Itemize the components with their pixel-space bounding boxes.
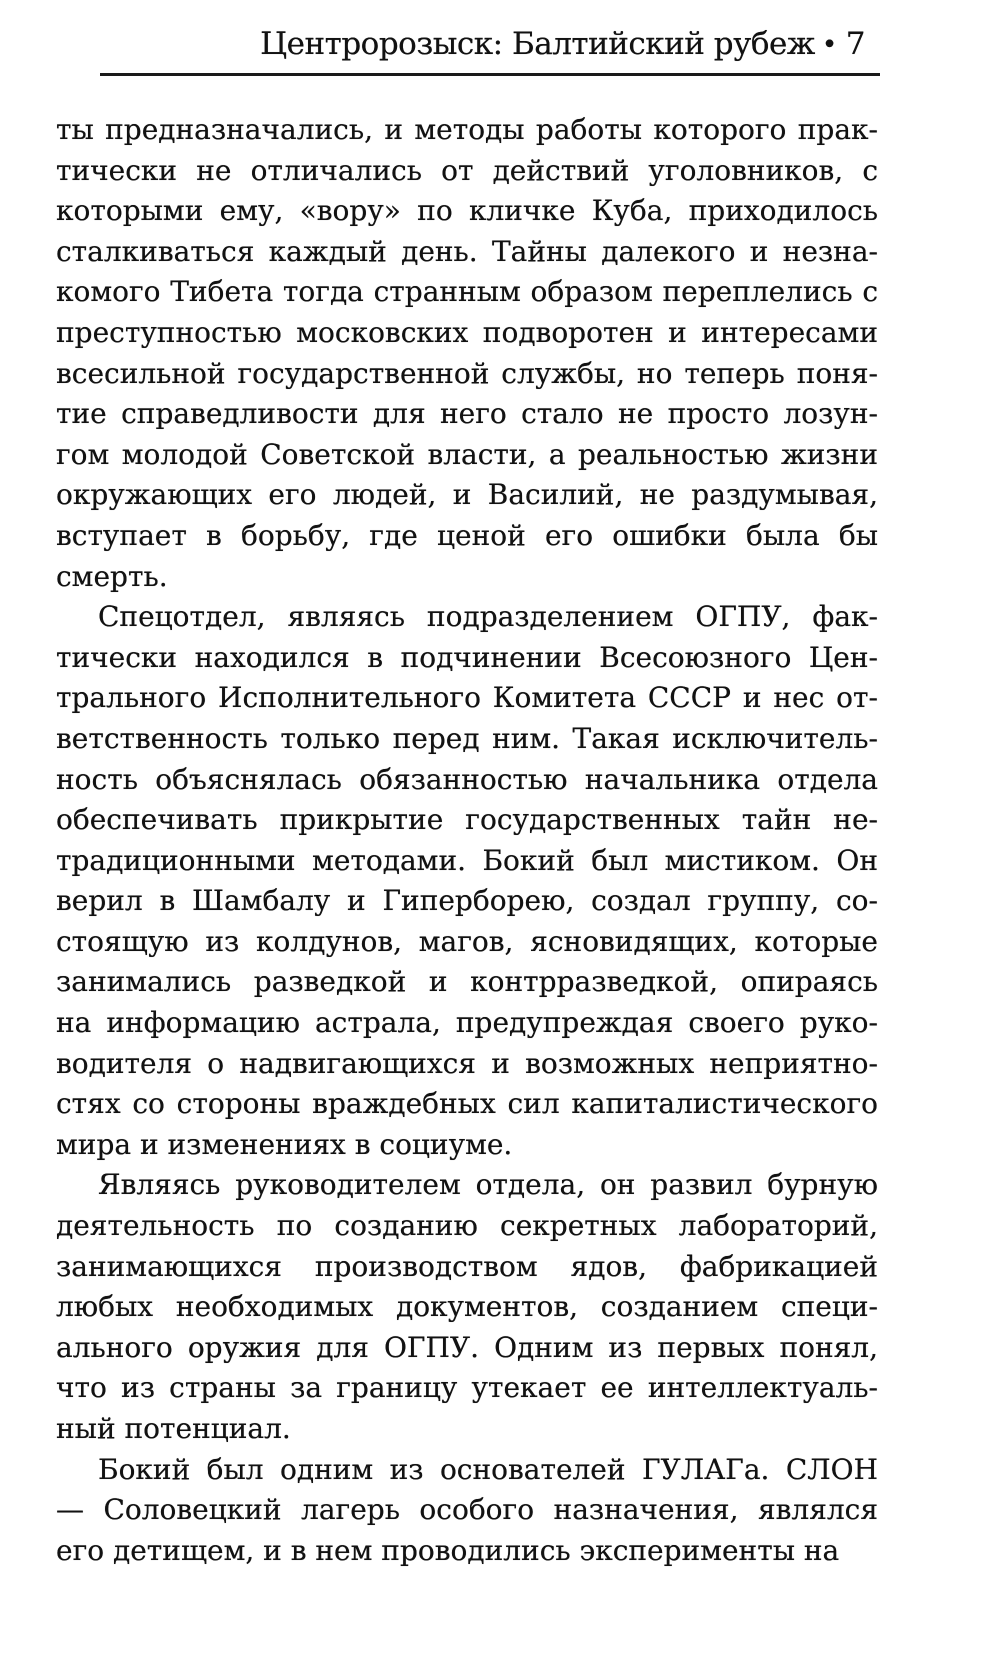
text-line: традиционными методами. Бокий был мистиком. Он <box>56 843 878 877</box>
text-line: вступает в борьбу, где ценой его ошибки была бы <box>56 518 878 552</box>
body-text <box>56 110 878 1571</box>
text-line: Являясь руководителем отдела, он развил бурную <box>98 1168 878 1202</box>
text-line: ты предназначались, и методы работы которого прак- <box>56 113 878 146</box>
text-line: ального оружия для ОГПУ. Одним из первых понял, <box>56 1330 878 1364</box>
text-line: всесильной государственной службы, но теперь поня- <box>56 356 878 390</box>
text-line: ветственность только перед ним. Такая исключитель- <box>56 721 878 755</box>
header-rule <box>100 73 880 76</box>
text-line: водителя о надвигающихся и возможных неприятно- <box>56 1046 878 1080</box>
text-line: комого Тибета тогда странным образом переплелись с <box>56 275 878 309</box>
text-line: верил в Шамбалу и Гиперборею, создал группу, со- <box>56 884 878 918</box>
text-line: обеспечивать прикрытие государственных тайн не- <box>56 803 878 837</box>
text-line: что из страны за границу утекает ее интеллектуаль- <box>56 1371 878 1405</box>
text-line: Бокий был одним из основателей ГУЛАГа. СЛОН <box>98 1452 878 1486</box>
text-line: деятельность по созданию секретных лабораторий, <box>56 1209 878 1243</box>
text-line: гом молодой Советской власти, а реальностью жизни <box>56 437 878 471</box>
text-line: окружающих его людей, и Василий, не раздумывая, <box>56 478 878 512</box>
text-line: Спецотдел, являясь подразделением ОГПУ, фак- <box>98 600 878 634</box>
text-line: ность объяснялась обязанностью начальника отдела <box>56 762 878 796</box>
text-line: на информацию астрала, предупреждая своего руко- <box>56 1006 878 1040</box>
text-line: тически находился в подчинении Всесоюзного Цен- <box>56 640 878 674</box>
text-line: — Соловецкий лагерь особого назначения, являлся <box>56 1493 878 1527</box>
text-line: тие справедливости для него стало не просто лозун- <box>56 397 878 431</box>
text-line: сталкиваться каждый день. Тайны далекого и незна- <box>56 234 878 268</box>
text-line: смерть. <box>56 559 168 593</box>
text-line: ный потенциал. <box>56 1412 291 1445</box>
text-line: любых необходимых документов, созданием специ- <box>56 1290 878 1324</box>
text-line: которыми ему, «вору» по кличке Куба, приходилось <box>56 194 878 228</box>
text-line: преступностью московских подворотен и интересами <box>56 315 878 349</box>
text-line: стях со стороны враждебных сил капиталистического <box>56 1087 878 1121</box>
running-title: Центророзыск: Балтийский рубеж <box>260 26 815 62</box>
running-header <box>0 26 865 62</box>
bullet-separator-icon: • <box>821 30 837 60</box>
text-line: занимались разведкой и контрразведкой, опираясь <box>56 965 878 999</box>
text-line: стоящую из колдунов, магов, ясновидящих, которые <box>56 924 878 958</box>
text-line: тически не отличались от действий уголовников, с <box>56 153 878 187</box>
text-line: мира и изменениях в социуме. <box>56 1127 513 1161</box>
text-line: его детищем, и в нем проводились эксперименты на <box>56 1533 840 1567</box>
text-line: занимающихся производством ядов, фабрикацией <box>56 1249 878 1283</box>
text-line: трального Исполнительного Комитета СССР и нес от- <box>56 681 878 715</box>
page-number: 7 <box>845 26 865 62</box>
